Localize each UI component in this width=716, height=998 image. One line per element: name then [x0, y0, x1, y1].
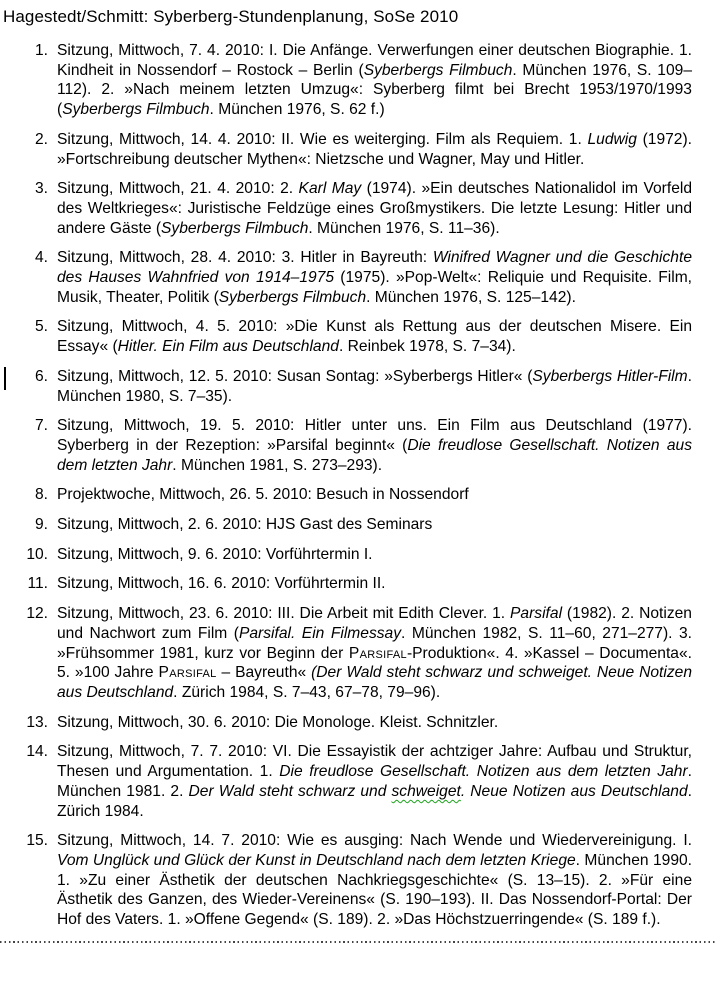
italic-title-text: Syberbergs Filmbuch	[363, 61, 513, 79]
body-text: (1972). »Fortschreibung deutscher Mythen«: Nietzsche und Wagner, May und Hitler.	[57, 130, 692, 168]
item-number: 7.	[34, 417, 48, 435]
body-text: Sitzung, Mittwoch, 7. 7. 2010: VI. Die Essayistik der achtziger Jahre: Aufbau und Struktur, Thesen und Argumentation. 1.	[57, 743, 692, 781]
body-text: . Zürich 1984.	[57, 782, 692, 820]
body-text: . München 1980, S. 7–35).	[57, 367, 692, 405]
list-item[interactable]	[34, 130, 692, 169]
italic-title-text: Hitler. Ein Film aus Deutschland	[117, 338, 339, 356]
item-text	[57, 546, 373, 563]
body-text: Sitzung, Mittwoch, 14. 7. 2010: Wie es ausging: Nach Wende und Wiedervereinigung. I.	[57, 832, 692, 850]
session-list	[0, 41, 716, 940]
italic-title-text: Syberbergs Filmbuch	[161, 219, 309, 237]
item-text	[57, 575, 386, 592]
body-text: . München 1981, S. 273–293).	[172, 456, 383, 474]
italic-title-text: Vom Unglück und Glück der Kunst in Deutschland nach dem letzten Kriege	[57, 851, 576, 869]
item-number: 2.	[34, 130, 48, 148]
item-text	[57, 486, 469, 503]
body-text: Sitzung, Mittwoch, 4. 5. 2010: »Die Kunst als Rettung aus der deutschen Misere. Ein Essay« (	[57, 318, 692, 356]
list-item[interactable]	[34, 515, 692, 535]
body-text: Sitzung, Mittwoch, 23. 6. 2010: III. Die Arbeit mit Edith Clever. 1.	[57, 605, 511, 623]
item-text	[57, 249, 692, 305]
item-number: 11.	[27, 575, 48, 593]
item-text	[57, 605, 692, 701]
list-item[interactable]	[27, 574, 692, 594]
body-text: Sitzung, Mittwoch, 12. 5. 2010: Susan Sontag: »Syberbergs Hitler« (	[57, 367, 533, 385]
item-number: 5.	[34, 318, 48, 336]
item-text	[57, 714, 498, 731]
italic-title-text: Parsifal. Ein Filmessay	[238, 624, 402, 642]
body-text: . München 1976, S. 109–112). 2. »Nach meinem letzten Umzug«: Syberberg filmt bei Brecht 1953/1970/1993 (	[57, 61, 692, 119]
item-text	[57, 368, 692, 405]
body-text: . München 1982, S. 11–60, 271–277). 3. »Frühsommer 1981, kurz vor Beginn der	[57, 624, 692, 662]
italic-title-text: Syberbergs Filmbuch	[62, 101, 210, 119]
item-number: 15.	[26, 832, 48, 850]
body-text: . München 1981. 2.	[57, 763, 692, 800]
body-text: Projektwoche, Mittwoch, 26. 5. 2010: Besuch in Nossendorf	[57, 486, 469, 504]
italic-title-text: Winifred Wagner und die Geschichte des Hauses Wahnfried von 1914–1975	[57, 249, 692, 287]
body-text: Sitzung, Mittwoch, 16. 6. 2010: Vorführtermin II.	[57, 575, 386, 593]
item-text	[57, 180, 692, 236]
body-text: (1974). »Ein deutsches Nationalidol im Vorfeld des Weltkrieges«: Juristische Feldzüge eines Großmystikers. Die letzte Lesung: Hitler und andere Gäste (	[57, 180, 693, 237]
text-cursor-caret	[4, 367, 6, 390]
italic-title-text: . Neue Notizen aus Deutschland	[460, 782, 688, 800]
item-number: 10.	[26, 545, 48, 563]
list-item[interactable]	[26, 604, 692, 703]
body-text: Sitzung, Mittwoch, 14. 4. 2010: II. Wie es weiterging. Film als Requiem. 1.	[57, 130, 588, 148]
item-text	[57, 42, 692, 118]
item-text	[57, 417, 692, 473]
smallcaps-text: Parsifal	[158, 664, 217, 682]
body-text: -Produktion«. 4. »Kassel – Documenta«. 5. »100 Jahre	[57, 644, 692, 682]
list-item[interactable]	[34, 485, 692, 505]
body-text: . München 1976, S. 11–36).	[308, 219, 500, 237]
italic-title-text: Ludwig	[587, 130, 637, 148]
item-text	[57, 516, 432, 533]
body-text: (1975). »Pop-Welt«: Reliquie und Requisite. Film, Musik, Theater, Politik (	[57, 269, 693, 306]
italic-title-text: Syberbergs Filmbuch	[218, 288, 367, 306]
body-text: Sitzung, Mittwoch, 7. 4. 2010: I. Die Anfänge. Verwerfungen einer deutschen Biographie. 1. Kindheit in Nossendorf – Rostock – Berlin (	[57, 42, 692, 79]
body-text: Sitzung, Mittwoch, 19. 5. 2010: Hitler unter uns. Ein Film aus Deutschland (1977). Syberberg in der Rezeption: »Parsifal beginnt« (	[57, 417, 692, 454]
italic-title-text: Die freudlose Gesellschaft. Notizen aus dem letzten Jahr	[57, 436, 692, 474]
item-number: 14.	[26, 743, 48, 761]
smallcaps-text: Parsifal	[348, 644, 407, 662]
list-item[interactable]	[34, 179, 693, 238]
body-text: . Reinbek 1978, S. 7–34).	[338, 338, 516, 356]
list-item[interactable]	[34, 248, 693, 307]
document-title[interactable]: Hagestedt/Schmitt: Syberberg-Stundenplanung, SoSe 2010	[3, 7, 459, 26]
list-item[interactable]	[34, 41, 692, 120]
body-text: Sitzung, Mittwoch, 9. 6. 2010: Vorführtermin I.	[57, 545, 373, 563]
grammar-flagged-text: schweiget	[391, 782, 461, 800]
body-text: . München 1976, S. 125–142).	[366, 288, 576, 306]
body-text: (1982). 2. Notizen und Nachwort zum Film (	[57, 605, 692, 642]
body-text: Sitzung, Mittwoch, 28. 4. 2010: 3. Hitler in Bayreuth:	[57, 249, 433, 267]
item-number: 12.	[26, 605, 48, 623]
item-number: 3.	[34, 180, 48, 198]
body-text: Sitzung, Mittwoch, 21. 4. 2010: 2.	[57, 180, 299, 198]
item-number: 6.	[34, 367, 48, 385]
body-text: Sitzung, Mittwoch, 2. 6. 2010: HJS Gast des Seminars	[57, 516, 433, 534]
item-number: 1.	[34, 42, 48, 59]
body-text: Sitzung, Mittwoch, 30. 6. 2010: Die Monologe. Kleist. Schnitzler.	[57, 713, 499, 731]
body-text: . Zürich 1984, S. 7–43, 67–78, 79–96).	[173, 683, 441, 701]
item-number: 4.	[34, 249, 48, 267]
italic-title-text: (Der Wald steht schwarz und schweiget. Neue Notizen aus Deutschland	[57, 664, 692, 701]
page-break-dotted-line	[0, 941, 716, 943]
item-text	[57, 131, 692, 168]
italic-title-text: Die freudlose Gesellschaft. Notizen aus dem letzten Jahr	[279, 763, 688, 781]
item-text	[57, 832, 692, 928]
list-item[interactable]	[34, 416, 692, 475]
item-number: 8.	[34, 486, 48, 504]
item-number: 13.	[26, 713, 48, 731]
list-item[interactable]	[26, 713, 692, 733]
body-text: . München 1990. 1. »Zu einer Ästhetik der deutschen Nachkriegsgeschichte« (S. 13–15). 2. »Für eine Ästhetik des Ganzen, des Wieder-Vereinens« (S. 190–193). II. Das Nossendorf-Portal: Der Hof des Vaters. 1. »Offene Gegend« (S. 189). 2. »Das Höchstzuerringende« (S. 189 f.).	[57, 851, 693, 929]
list-item[interactable]	[26, 545, 692, 565]
italic-title-text: Karl May	[298, 180, 362, 198]
list-item[interactable]	[26, 831, 693, 930]
body-text: – Bayreuth«	[216, 664, 312, 682]
list-item[interactable]	[34, 367, 692, 406]
list-item[interactable]	[34, 317, 692, 356]
item-text	[57, 318, 692, 355]
item-number: 9.	[34, 516, 48, 534]
list-item[interactable]	[26, 742, 692, 821]
body-text: . München 1976, S. 62 f.)	[209, 101, 385, 119]
italic-title-text: Der Wald steht schwarz und	[188, 782, 392, 800]
italic-title-text: Parsifal	[510, 605, 563, 623]
italic-title-text: Syberbergs Hitler-Film	[532, 367, 688, 385]
item-text	[57, 743, 692, 819]
